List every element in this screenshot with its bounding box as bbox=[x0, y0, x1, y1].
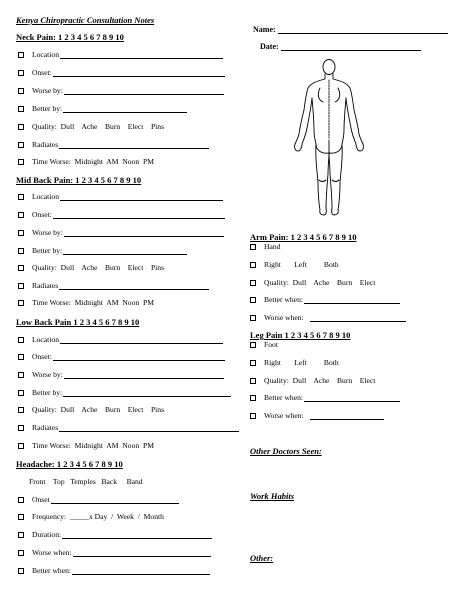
neck-pain-header: Neck Pain: 1 2 3 4 5 6 7 8 9 10 bbox=[16, 32, 124, 42]
mid-onset-line[interactable] bbox=[53, 211, 225, 219]
neck-onset-line[interactable] bbox=[53, 69, 225, 77]
neck-onset-row[interactable] bbox=[18, 69, 225, 77]
neck-better-line[interactable] bbox=[63, 105, 187, 113]
mid-location-label: Location bbox=[32, 192, 59, 202]
body-diagram[interactable] bbox=[287, 58, 371, 218]
mid-onset-label: Onset: bbox=[32, 210, 52, 220]
arm-sides-checkbox[interactable] bbox=[250, 262, 256, 268]
mid-radiates-row[interactable] bbox=[18, 282, 209, 290]
leg-better-row[interactable] bbox=[250, 394, 400, 402]
headache-onset-line[interactable] bbox=[51, 496, 179, 504]
headache-onset-checkbox[interactable] bbox=[18, 497, 24, 503]
mid-better-checkbox[interactable] bbox=[18, 248, 24, 254]
leg-foot-label: Foot bbox=[264, 340, 278, 349]
neck-better-row[interactable] bbox=[18, 105, 187, 113]
arm-worse-line[interactable] bbox=[310, 314, 406, 322]
neck-location-line[interactable] bbox=[60, 51, 223, 59]
mid-worse-line[interactable] bbox=[64, 229, 224, 237]
leg-sides-row[interactable] bbox=[250, 359, 339, 367]
neck-worse-label: Worse by: bbox=[32, 86, 63, 96]
headache-better-line[interactable] bbox=[72, 567, 210, 575]
headache-better-checkbox[interactable] bbox=[18, 568, 24, 574]
mid-quality-checkbox[interactable] bbox=[18, 265, 24, 271]
date-field[interactable] bbox=[260, 42, 421, 51]
low-onset-checkbox[interactable] bbox=[18, 354, 24, 360]
leg-quality-checkbox[interactable] bbox=[250, 378, 256, 384]
neck-onset-label: Onset: bbox=[32, 68, 52, 78]
leg-quality-options: Quality: Dull Ache Burn Elect bbox=[264, 376, 376, 385]
low-quality-row[interactable] bbox=[18, 406, 164, 414]
mid-location-line[interactable] bbox=[60, 193, 223, 201]
low-quality-checkbox[interactable] bbox=[18, 407, 24, 413]
low-location-line[interactable] bbox=[60, 336, 223, 344]
headache-onset-label: Onset bbox=[32, 495, 50, 505]
leg-better-label: Better when: bbox=[264, 393, 304, 403]
neck-better-label: Better by: bbox=[32, 104, 63, 114]
mid-better-line[interactable] bbox=[63, 247, 187, 255]
mid-better-row[interactable] bbox=[18, 247, 187, 255]
low-worse-row[interactable] bbox=[18, 371, 224, 379]
headache-frequency-row[interactable] bbox=[18, 513, 164, 521]
arm-quality-options: Quality: Dull Ache Burn Elect bbox=[264, 278, 376, 287]
low-back-pain-header: Low Back Pain 1 2 3 4 5 6 7 8 9 10 bbox=[16, 317, 140, 327]
date-label: Date: bbox=[260, 42, 279, 51]
neck-location-checkbox[interactable] bbox=[18, 52, 24, 58]
headache-worse-row[interactable] bbox=[18, 549, 211, 557]
low-worse-label: Worse by: bbox=[32, 370, 63, 380]
mid-onset-row[interactable] bbox=[18, 211, 225, 219]
work-habits-header: Work Habits bbox=[250, 491, 295, 501]
neck-quality-options: Quality: Dull Ache Burn Elect Pins bbox=[32, 122, 165, 131]
mid-worse-checkbox[interactable] bbox=[18, 230, 24, 236]
headache-duration-label: Duration: bbox=[32, 530, 62, 540]
mid-onset-checkbox[interactable] bbox=[18, 212, 24, 218]
neck-radiates-checkbox[interactable] bbox=[18, 142, 24, 148]
mid-radiates-line[interactable] bbox=[59, 282, 209, 290]
arm-sides-row[interactable] bbox=[250, 261, 339, 269]
neck-worse-checkbox[interactable] bbox=[18, 88, 24, 94]
arm-hand-checkbox[interactable] bbox=[250, 244, 256, 250]
low-location-checkbox[interactable] bbox=[18, 337, 24, 343]
arm-hand-label: Hand bbox=[264, 242, 281, 251]
mid-time-checkbox[interactable] bbox=[18, 300, 24, 306]
name-label: Name: bbox=[253, 25, 276, 34]
arm-worse-checkbox[interactable] bbox=[250, 315, 256, 321]
headache-worse-label: Worse when: bbox=[32, 548, 72, 558]
headache-locations: Front Top Temples Back Band bbox=[29, 477, 143, 486]
headache-duration-row[interactable] bbox=[18, 531, 212, 539]
arm-hand-row[interactable] bbox=[250, 243, 280, 251]
arm-sides-options: Right Left Both bbox=[264, 260, 339, 269]
mid-better-label: Better by: bbox=[32, 246, 63, 256]
neck-worse-line[interactable] bbox=[64, 87, 224, 95]
neck-radiates-label: Radiates bbox=[32, 140, 59, 150]
mid-worse-label: Worse by: bbox=[32, 228, 63, 238]
neck-worse-row[interactable] bbox=[18, 87, 224, 95]
headache-duration-checkbox[interactable] bbox=[18, 532, 24, 538]
mid-back-pain-header: Mid Back Pain: 1 2 3 4 5 6 7 8 9 10 bbox=[16, 175, 142, 185]
body-outline bbox=[295, 60, 364, 216]
neck-radiates-line[interactable] bbox=[59, 141, 209, 149]
form-title: Kenya Chiropractic Consultation Notes bbox=[16, 15, 155, 25]
leg-better-line[interactable] bbox=[304, 394, 400, 402]
headache-duration-line[interactable] bbox=[62, 531, 212, 539]
arm-better-checkbox[interactable] bbox=[250, 297, 256, 303]
arm-worse-row[interactable] bbox=[250, 314, 406, 322]
leg-better-checkbox[interactable] bbox=[250, 395, 256, 401]
low-better-line[interactable] bbox=[63, 389, 231, 397]
mid-radiates-label: Radiates bbox=[32, 281, 59, 291]
arm-better-row[interactable] bbox=[250, 296, 400, 304]
name-line[interactable] bbox=[278, 25, 448, 34]
arm-pain-header: Arm Pain: 1 2 3 4 5 6 7 8 9 10 bbox=[250, 232, 357, 242]
low-better-checkbox[interactable] bbox=[18, 390, 24, 396]
leg-worse-checkbox[interactable] bbox=[250, 413, 256, 419]
low-radiates-checkbox[interactable] bbox=[18, 425, 24, 431]
low-onset-row[interactable] bbox=[18, 353, 225, 361]
neck-onset-checkbox[interactable] bbox=[18, 70, 24, 76]
arm-quality-row[interactable] bbox=[250, 279, 375, 287]
neck-quality-row[interactable] bbox=[18, 123, 164, 131]
mid-location-row[interactable] bbox=[18, 193, 223, 201]
neck-location-row[interactable] bbox=[18, 51, 223, 59]
low-location-label: Location bbox=[32, 335, 59, 345]
neck-location-label: Location bbox=[32, 50, 59, 60]
low-better-row[interactable] bbox=[18, 389, 231, 397]
mid-radiates-checkbox[interactable] bbox=[18, 283, 24, 289]
low-quality-options: Quality: Dull Ache Burn Elect Pins bbox=[32, 405, 165, 414]
headache-frequency-options: Frequency: _____x Day / Week / Month bbox=[32, 512, 164, 521]
mid-time-options: Time Worse: Midnight AM Noon PM bbox=[32, 298, 154, 307]
headache-better-row[interactable] bbox=[18, 567, 210, 575]
low-worse-checkbox[interactable] bbox=[18, 372, 24, 378]
headache-frequency-checkbox[interactable] bbox=[18, 514, 24, 520]
low-radiates-label: Radiates bbox=[32, 423, 59, 433]
leg-pain-header: Leg Pain 1 2 3 4 5 6 7 8 9 10 bbox=[250, 330, 351, 340]
neck-time-checkbox[interactable] bbox=[18, 159, 24, 165]
mid-quality-options: Quality: Dull Ache Burn Elect Pins bbox=[32, 263, 165, 272]
leg-worse-row[interactable] bbox=[250, 412, 384, 420]
headache-worse-line[interactable] bbox=[73, 549, 211, 557]
other-header: Other: bbox=[250, 553, 274, 563]
arm-worse-label: Worse when: bbox=[264, 313, 304, 323]
leg-foot-checkbox[interactable] bbox=[250, 342, 256, 348]
leg-foot-row[interactable] bbox=[250, 341, 278, 349]
low-radiates-line[interactable] bbox=[59, 424, 239, 432]
low-location-row[interactable] bbox=[18, 336, 223, 344]
neck-better-checkbox[interactable] bbox=[18, 106, 24, 112]
neck-time-row[interactable] bbox=[18, 158, 154, 166]
mid-worse-row[interactable] bbox=[18, 229, 224, 237]
low-time-options: Time Worse: Midnight AM Noon PM bbox=[32, 441, 154, 450]
headache-header: Headache: 1 2 3 4 5 6 7 8 9 10 bbox=[16, 459, 123, 469]
leg-worse-label: Worse when: bbox=[264, 411, 304, 421]
mid-quality-row[interactable] bbox=[18, 264, 164, 272]
neck-quality-checkbox[interactable] bbox=[18, 124, 24, 130]
low-time-checkbox[interactable] bbox=[18, 443, 24, 449]
neck-time-options: Time Worse: Midnight AM Noon PM bbox=[32, 157, 154, 166]
arm-better-label: Better when: bbox=[264, 295, 304, 305]
arm-quality-checkbox[interactable] bbox=[250, 280, 256, 286]
low-onset-line[interactable] bbox=[53, 353, 225, 361]
leg-sides-options: Right Left Both bbox=[264, 358, 339, 367]
headache-onset-row[interactable] bbox=[18, 496, 179, 504]
leg-sides-checkbox[interactable] bbox=[250, 360, 256, 366]
headache-better-label: Better when: bbox=[32, 566, 72, 576]
name-field[interactable] bbox=[253, 25, 448, 34]
date-line[interactable] bbox=[281, 42, 421, 51]
leg-quality-row[interactable] bbox=[250, 377, 375, 385]
low-onset-label: Onset: bbox=[32, 352, 52, 362]
other-doctors-seen-header: Other Doctors Seen: bbox=[250, 446, 322, 456]
low-time-row[interactable] bbox=[18, 442, 154, 450]
low-radiates-row[interactable] bbox=[18, 424, 239, 432]
neck-radiates-row[interactable] bbox=[18, 141, 209, 149]
low-worse-line[interactable] bbox=[64, 371, 224, 379]
low-better-label: Better by: bbox=[32, 388, 63, 398]
headache-worse-checkbox[interactable] bbox=[18, 550, 24, 556]
mid-time-row[interactable] bbox=[18, 299, 154, 307]
arm-better-line[interactable] bbox=[304, 296, 400, 304]
mid-location-checkbox[interactable] bbox=[18, 194, 24, 200]
leg-worse-line[interactable] bbox=[310, 412, 384, 420]
